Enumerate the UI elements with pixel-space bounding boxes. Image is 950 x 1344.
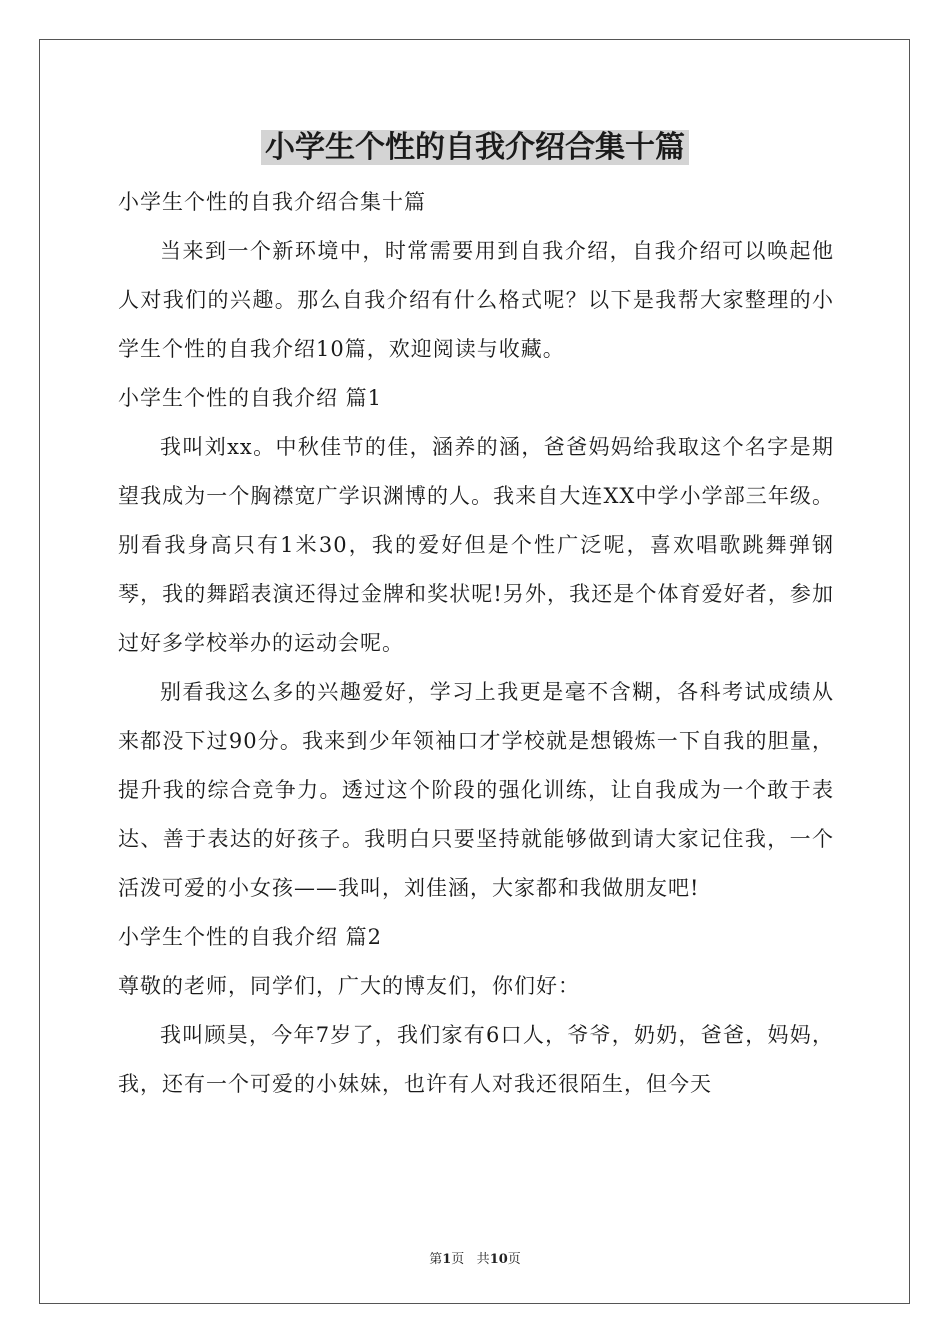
page-prefix: 第 <box>429 1252 443 1267</box>
total-pages: 10 <box>489 1252 508 1267</box>
greeting-line: 尊敬的老师，同学们，广大的博友们，你们好： <box>118 974 580 998</box>
page-number: 1 <box>442 1252 452 1267</box>
document-body <box>118 178 834 1109</box>
total-prefix: 共 <box>476 1252 490 1267</box>
total-suffix: 页 <box>507 1252 521 1267</box>
section-heading-1: 小学生个性的自我介绍 篇1 <box>118 386 383 410</box>
paragraph: 我叫刘xx。中秋佳节的佳，涵养的涵，爸爸妈妈给我取这个名字是期望我成为一个胸襟宽广学识渊博的人。我来自大连XX中学小学部三年级。别看我身高只有1米30，我的爱好但是个性广泛呢，喜欢唱歌跳舞弹钢琴，我的舞蹈表演还得过金牌和奖状呢!另外，我还是个体育爱好者，参加过好多学校举办的运动会呢。 <box>118 435 834 655</box>
page-suffix: 页 <box>451 1252 465 1267</box>
section-heading-2: 小学生个性的自我介绍 篇2 <box>118 925 383 949</box>
document-title <box>0 126 950 170</box>
paragraph-intro: 当来到一个新环境中，时常需要用到自我介绍，自我介绍可以唤起他人对我们的兴趣。那么自我介绍有什么格式呢？以下是我帮大家整理的小学生个性的自我介绍10篇，欢迎阅读与收藏。 <box>118 239 834 361</box>
document-title-text: 小学生个性的自我介绍合集十篇 <box>261 130 689 165</box>
page-footer <box>0 1248 950 1267</box>
paragraph: 我叫顾昊，今年7岁了，我们家有6口人，爷爷，奶奶，爸爸，妈妈，我，还有一个可爱的小妹妹，也许有人对我还很陌生，但今天 <box>118 1023 834 1096</box>
document-subtitle: 小学生个性的自我介绍合集十篇 <box>118 190 426 214</box>
paragraph: 别看我这么多的兴趣爱好，学习上我更是毫不含糊，各科考试成绩从来都没下过90分。我来到少年领袖口才学校就是想锻炼一下自我的胆量，提升我的综合竞争力。透过这个阶段的强化训练，让自我成为一个敢于表达、善于表达的好孩子。我明白只要坚持就能够做到请大家记住我，一个活泼可爱的小女孩——我叫，刘佳涵，大家都和我做朋友吧! <box>118 680 834 900</box>
